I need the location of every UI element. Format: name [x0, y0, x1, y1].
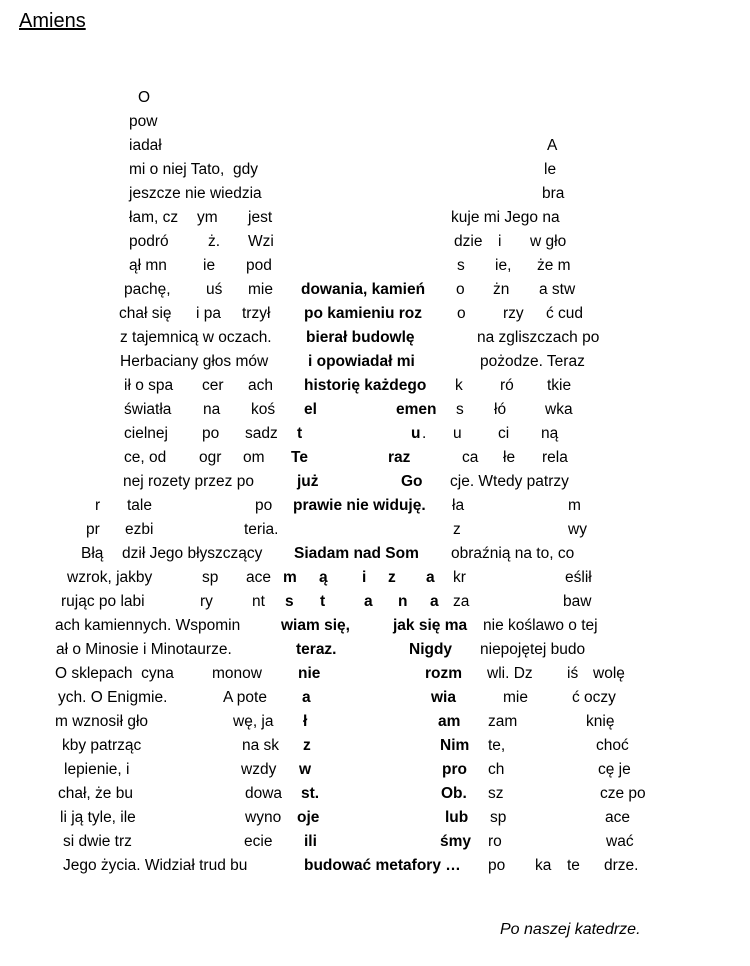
poem-fragment: ła	[452, 497, 465, 514]
poem-fragment: ch	[488, 761, 505, 778]
poem-fragment: na sk	[242, 737, 280, 754]
poem-fragment: ro	[488, 833, 502, 850]
poem-fragment: dowania, kamień	[301, 281, 426, 298]
poem-fragment: Ob.	[441, 785, 467, 802]
poem-fragment: wzrok, jakby	[67, 569, 153, 586]
poem-fragment: wę, ja	[233, 713, 274, 730]
poem-fragment: i	[362, 569, 367, 586]
poem-fragment: ry	[200, 593, 213, 610]
poem-fragment: s	[457, 257, 465, 274]
poem-fragment: wolę	[593, 665, 625, 682]
poem-fragment: Nigdy	[409, 641, 453, 658]
poem-fragment: ł	[303, 713, 308, 730]
poem-fragment: po	[202, 425, 220, 442]
poem-fragment: lub	[445, 809, 469, 826]
poem-fragment: z	[453, 521, 461, 538]
poem-fragment: iadał	[129, 137, 162, 154]
poem-fragment: za	[453, 593, 470, 610]
poem-fragment: ach	[248, 377, 273, 394]
poem-fragment: Wzi	[248, 233, 274, 250]
poem-fragment: dzie	[454, 233, 483, 250]
poem-fragment: Jego życia. Widział trud bu	[63, 857, 248, 874]
poem-fragment: a stw	[539, 281, 576, 298]
poem-fragment: bra	[542, 185, 565, 202]
poem-fragment: koś	[251, 401, 276, 418]
poem-fragment: ym	[197, 209, 218, 226]
poem-fragment: monow	[212, 665, 262, 682]
poem-fragment: kr	[453, 569, 466, 586]
poem-fragment: k	[455, 377, 463, 394]
poem-fragment: ć cud	[546, 305, 584, 322]
poem-fragment: eślił	[565, 569, 592, 586]
poem-fragment: nej rozety przez po	[123, 473, 254, 490]
poem-fragment: sp	[202, 569, 219, 586]
poem-fragment: a	[426, 569, 435, 586]
poem-fragment: z tajemnicą w oczach.	[120, 329, 272, 346]
poem-fragment: sp	[490, 809, 507, 826]
poem-title: Amiens	[19, 10, 86, 32]
poem-fragment: dził Jego błyszczący	[122, 545, 263, 562]
poem-fragment: jak się ma	[393, 617, 468, 634]
poem-fragment: A	[547, 137, 558, 154]
poem-fragment: r	[95, 497, 101, 514]
poem-fragment: ecie	[244, 833, 273, 850]
poem-fragment: teraz.	[296, 641, 337, 658]
poem-fragment: jest	[248, 209, 273, 226]
poem-fragment: mi o niej Tato, gdy	[129, 161, 258, 178]
poem-fragment: kby patrząc	[62, 737, 142, 754]
poem-fragment: knię	[586, 713, 615, 730]
poem-fragment: nie koślawo o tej	[483, 617, 598, 634]
poem-fragment: pro	[442, 761, 467, 778]
poem-fragment: tkie	[547, 377, 572, 394]
poem-fragment: am	[438, 713, 461, 730]
poem-fragment: ał o Minosie i Minotaurze.	[56, 641, 232, 658]
poem-fragment: że m	[537, 257, 571, 274]
poem-fragment: wiam się,	[281, 617, 350, 634]
poem-fragment: kuje mi Jego na	[451, 209, 560, 226]
poem-fragment: na	[203, 401, 221, 418]
poem-fragment: śmy	[440, 833, 472, 850]
poem-fragment: ca	[462, 449, 479, 466]
poem-fragment: Te	[291, 449, 308, 466]
poem-fragment: ka	[535, 857, 552, 874]
poem-fragment: po	[488, 857, 506, 874]
poem-fragment: cer	[202, 377, 224, 394]
poem-fragment: s	[456, 401, 464, 418]
poem-fragment: m	[283, 569, 297, 586]
poem-fragment: ną	[541, 425, 559, 442]
poem-fragment: po	[255, 497, 273, 514]
poem-fragment: łam, cz	[129, 209, 179, 226]
poem-fragment: sadz	[245, 425, 278, 442]
poem-fragment: żn	[493, 281, 510, 298]
poem-fragment: Go	[401, 473, 423, 490]
poem-fragment: teria.	[244, 521, 279, 538]
poem-fragment: ął mn	[129, 257, 167, 274]
poem-fragment: jeszcze nie wiedzia	[129, 185, 262, 202]
poem-fragment: nt	[252, 593, 265, 610]
poem-fragment: ie	[203, 257, 216, 274]
poem-fragment: łe	[503, 449, 516, 466]
poem-fragment: mie	[248, 281, 273, 298]
poem-fragment: tale	[127, 497, 152, 514]
poem-fragment: ci	[498, 425, 510, 442]
poem-fragment: rując po labi	[61, 593, 145, 610]
poem-fragment: st.	[301, 785, 320, 802]
poem-signature: Po naszej katedrze.	[500, 921, 641, 938]
poem-fragment: wzdy	[241, 761, 277, 778]
poem-fragment: w gło	[530, 233, 567, 250]
poem-fragment: i pa	[196, 305, 221, 322]
poem-fragment: ezbi	[125, 521, 154, 538]
poem-fragment: obraźnią na to, co	[451, 545, 575, 562]
poem-fragment: a	[430, 593, 439, 610]
poem-fragment: o	[456, 281, 465, 298]
poem-fragment: podró	[129, 233, 169, 250]
poem-fragment: na zgliszczach po	[477, 329, 600, 346]
poem-fragment: i opowiadał mi	[308, 353, 415, 370]
poem-fragment: Nim	[440, 737, 470, 754]
poem-fragment: wać	[606, 833, 634, 850]
poem-fragment: po kamieniu roz	[304, 305, 422, 322]
poem-fragment: ogr	[199, 449, 222, 466]
poem-fragment: ce, od	[124, 449, 167, 466]
poem-fragment: uś	[206, 281, 223, 298]
poem-fragment: sz	[488, 785, 504, 802]
poem-fragment: te	[567, 857, 580, 874]
poem-fragment: le	[544, 161, 557, 178]
poem-fragment: trzył	[242, 305, 271, 322]
poem-fragment: rela	[542, 449, 568, 466]
poem-fragment: ych. O Enigmie.	[58, 689, 168, 706]
poem-fragment: mie	[503, 689, 528, 706]
poem-fragment: cę je	[598, 761, 631, 778]
poem-fragment: baw	[563, 593, 592, 610]
poem-fragment: lepienie, i	[64, 761, 130, 778]
poem-fragment: Błą	[81, 545, 104, 562]
poem-fragment: wia	[431, 689, 456, 706]
poem-fragment: zam	[488, 713, 518, 730]
poem-fragment: ró	[500, 377, 514, 394]
poem-fragment: ili	[304, 833, 317, 850]
poem-fragment: t	[320, 593, 326, 610]
poem-fragment: rzy	[503, 305, 524, 322]
poem-fragment: w	[299, 761, 312, 778]
poem-fragment: ą	[319, 569, 328, 586]
poem-fragment: pożodze. Teraz	[480, 353, 585, 370]
poem-fragment: cze po	[600, 785, 646, 802]
poem-fragment: łó	[494, 401, 507, 418]
poem-fragment: a	[364, 593, 373, 610]
poem-fragment: historię każdego	[304, 377, 427, 394]
poem-fragment: li ją tyle, ile	[60, 809, 136, 826]
poem-fragment: raz	[388, 449, 411, 466]
poem-fragment: o	[457, 305, 466, 322]
poem-fragment: i	[498, 233, 502, 250]
poem-fragment: a	[302, 689, 311, 706]
poem-fragment: iś	[567, 665, 579, 682]
poem-fragment: u	[453, 425, 462, 442]
poem-fragment: t	[297, 425, 303, 442]
poem-fragment: A pote	[223, 689, 267, 706]
poem-fragment: już	[297, 473, 319, 490]
poem-fragment: te,	[488, 737, 506, 754]
poem-fragment: cje. Wtedy patrzy	[450, 473, 569, 490]
poem-fragment: ace	[246, 569, 271, 586]
poem-fragment: chał, że bu	[58, 785, 133, 802]
poem-fragment: budować metafory …	[304, 857, 461, 874]
poem-fragment: ie,	[495, 257, 512, 274]
poem-fragment: dowa	[245, 785, 283, 802]
poem-fragment: nie	[298, 665, 321, 682]
poem-fragment: pow	[129, 113, 158, 130]
poem-fragment: u	[411, 425, 421, 442]
poem-fragment: wli. Dz	[487, 665, 533, 682]
poem-fragment: bierał budowlę	[306, 329, 415, 346]
poem-fragment: Siadam nad Som	[294, 545, 419, 562]
poem-fragment: Herbaciany głos mów	[120, 353, 269, 370]
poem-fragment: z	[303, 737, 311, 754]
poem-fragment: oje	[297, 809, 320, 826]
poem-fragment: .	[422, 425, 427, 442]
poem-fragment: ił o spa	[124, 377, 174, 394]
poem-fragment: om	[243, 449, 265, 466]
poem-fragment: wka	[545, 401, 573, 418]
poem-fragment: el	[304, 401, 317, 418]
poem-fragment: s	[285, 593, 294, 610]
poem-fragment: O sklepach cyna	[55, 665, 174, 682]
poem-fragment: niepojętej budo	[480, 641, 586, 658]
poem-fragment: ż.	[208, 233, 221, 250]
poem-fragment: ć oczy	[572, 689, 616, 706]
poem-fragment: emen	[396, 401, 437, 418]
poem-fragment: ach kamiennych. Wspomin	[55, 617, 241, 634]
poem-fragment: chał się	[119, 305, 172, 322]
poem-fragment: pr	[86, 521, 100, 538]
poem-fragment: wy	[568, 521, 587, 538]
poem-fragment: pachę,	[124, 281, 171, 298]
poem-fragment: rozm	[425, 665, 463, 682]
poem-fragment: pod	[246, 257, 272, 274]
poem-fragment: m	[568, 497, 581, 514]
poem-fragment: z	[388, 569, 396, 586]
poem-fragment: drze.	[604, 857, 639, 874]
poem-fragment: wyno	[245, 809, 282, 826]
poem-fragment: m wznosił gło	[55, 713, 149, 730]
poem-fragment: choć	[596, 737, 629, 754]
poem-fragment: n	[398, 593, 408, 610]
poem-fragment: ace	[605, 809, 630, 826]
poem-fragment: prawie nie widuję.	[293, 497, 426, 514]
poem-fragment: światła	[124, 401, 172, 418]
poem-fragment: O	[138, 89, 151, 106]
poem-fragment: cielnej	[124, 425, 168, 442]
poem-fragment: si dwie trz	[63, 833, 132, 850]
